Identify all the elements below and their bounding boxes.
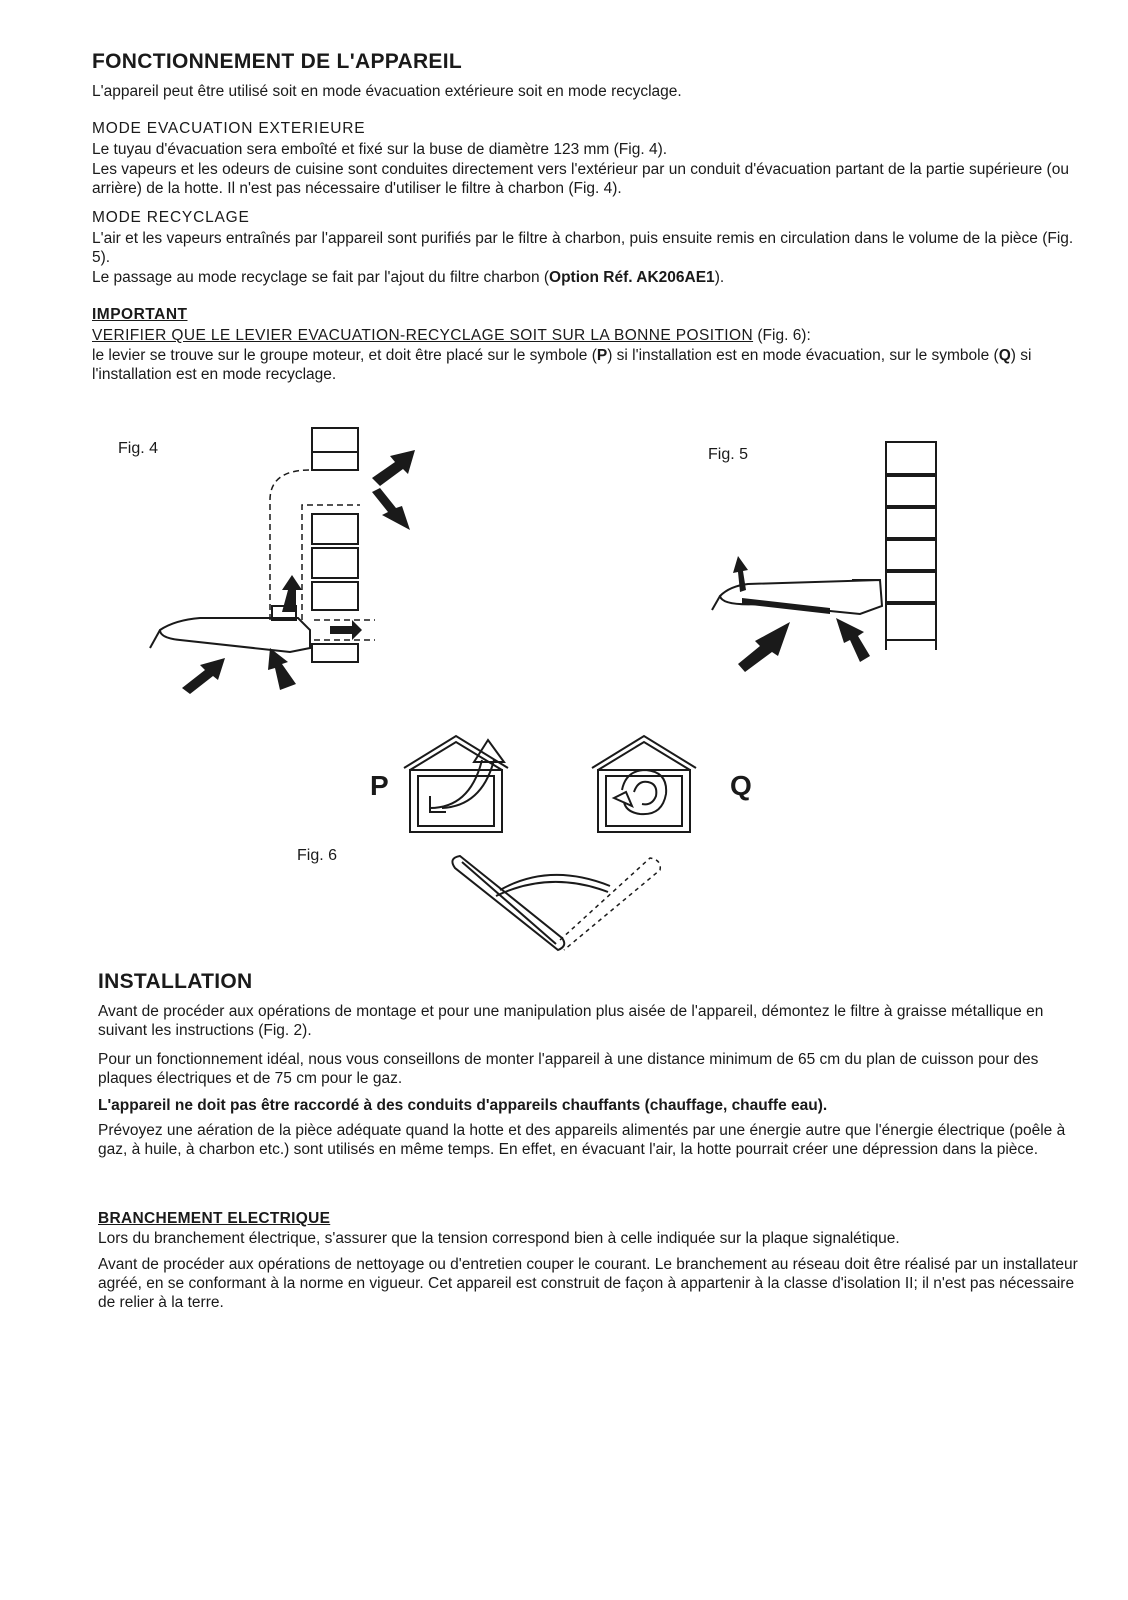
fig5-label: Fig. 5 <box>708 446 749 463</box>
mode-evac-line2: Les vapeurs et les odeurs de cuisine sont conduites directement vers l'extérieur par un conduit d'évacuation partant de la partie supérieure (ou arrière) de la hotte. Il n'est pas nécessaire d'utiliser le filtre à charbon (Fig. 4). <box>92 161 1069 197</box>
branchement-p1: Lors du branchement électrique, s'assurer que la tension correspond bien à celle indiquée sur la plaque signalétique. <box>98 1230 900 1247</box>
mode-recyc-line1: L'air et les vapeurs entraînés par l'appareil sont purifiés par le filtre à charbon, puis ensuite remis en circulation dans le volume de la pièce (Fig. 5). <box>92 230 1074 266</box>
installation-p1: Avant de procéder aux opérations de montage et pour une manipulation plus aisée de l'appareil, démontez le filtre à graisse métallique en suivant les instructions (Fig. 2). <box>98 1003 1044 1039</box>
important-verify: VERIFIER QUE LE LEVIER EVACUATION-RECYCLAGE SOIT SUR LA BONNE POSITION (Fig. 6): <box>92 327 811 344</box>
symbol-p: P <box>370 770 389 801</box>
installation-p4: Prévoyez une aération de la pièce adéquate quand la hotte et des appareils alimentés par une énergie autre que l'énergie électrique (poêle à gaz, à huile, à charbon etc.) sont utilisés en même temps. En effet, en évacuant l'air, la hotte pourrait créer une dépression dans la pièce. <box>98 1122 1066 1158</box>
important-text: le levier se trouve sur le groupe moteur, et doit être placé sur le symbole (P) si l'installation est en mode évacuation, sur le symbole (Q) si l'installation est en mode recyclage. <box>92 347 1032 383</box>
mode-recyc-line2: Le passage au mode recyclage se fait par l'ajout du filtre charbon (Option Réf. AK206AE1). <box>92 269 725 286</box>
branchement-p2: Avant de procéder aux opérations de nettoyage ou d'entretien couper le courant. Le branchement au réseau doit être réalisé par un installateur agréé, en se conformant à la norme en vigueur. Cet appareil est construit de façon à appartenir à la classe d'isolation II; il n'est pas nécessaire de relier à la terre. <box>98 1256 1078 1311</box>
installation-warning: L'appareil ne doit pas être raccordé à des conduits d'appareils chauffants (chauffage, chauffe eau). <box>98 1097 828 1114</box>
mode-evac-line1: Le tuyau d'évacuation sera emboîté et fixé sur la buse de diamètre 123 mm (Fig. 4). <box>92 141 668 158</box>
branchement-heading: BRANCHEMENT ELECTRIQUE <box>98 1210 331 1227</box>
fig4-label: Fig. 4 <box>118 440 159 457</box>
symbol-q: Q <box>730 770 752 801</box>
mode-recyc-heading: MODE RECYCLAGE <box>92 209 250 226</box>
intro-text: L'appareil peut être utilisé soit en mode évacuation extérieure soit en mode recyclage. <box>92 83 682 100</box>
installation-p2: Pour un fonctionnement idéal, nous vous conseillons de monter l'appareil à une distance minimum de 65 cm du plan de cuisson pour des plaques électriques et de 75 cm pour le gaz. <box>98 1051 1039 1087</box>
section-title-installation: INSTALLATION <box>98 970 253 993</box>
option-reference: Option Réf. AK206AE1 <box>549 269 715 286</box>
mode-evac-heading: MODE EVACUATION EXTERIEURE <box>92 120 366 137</box>
section-title-fonctionnement: FONCTIONNEMENT DE L'APPAREIL <box>92 50 463 73</box>
fig6-label: Fig. 6 <box>297 847 338 864</box>
important-heading: IMPORTANT <box>92 306 188 323</box>
